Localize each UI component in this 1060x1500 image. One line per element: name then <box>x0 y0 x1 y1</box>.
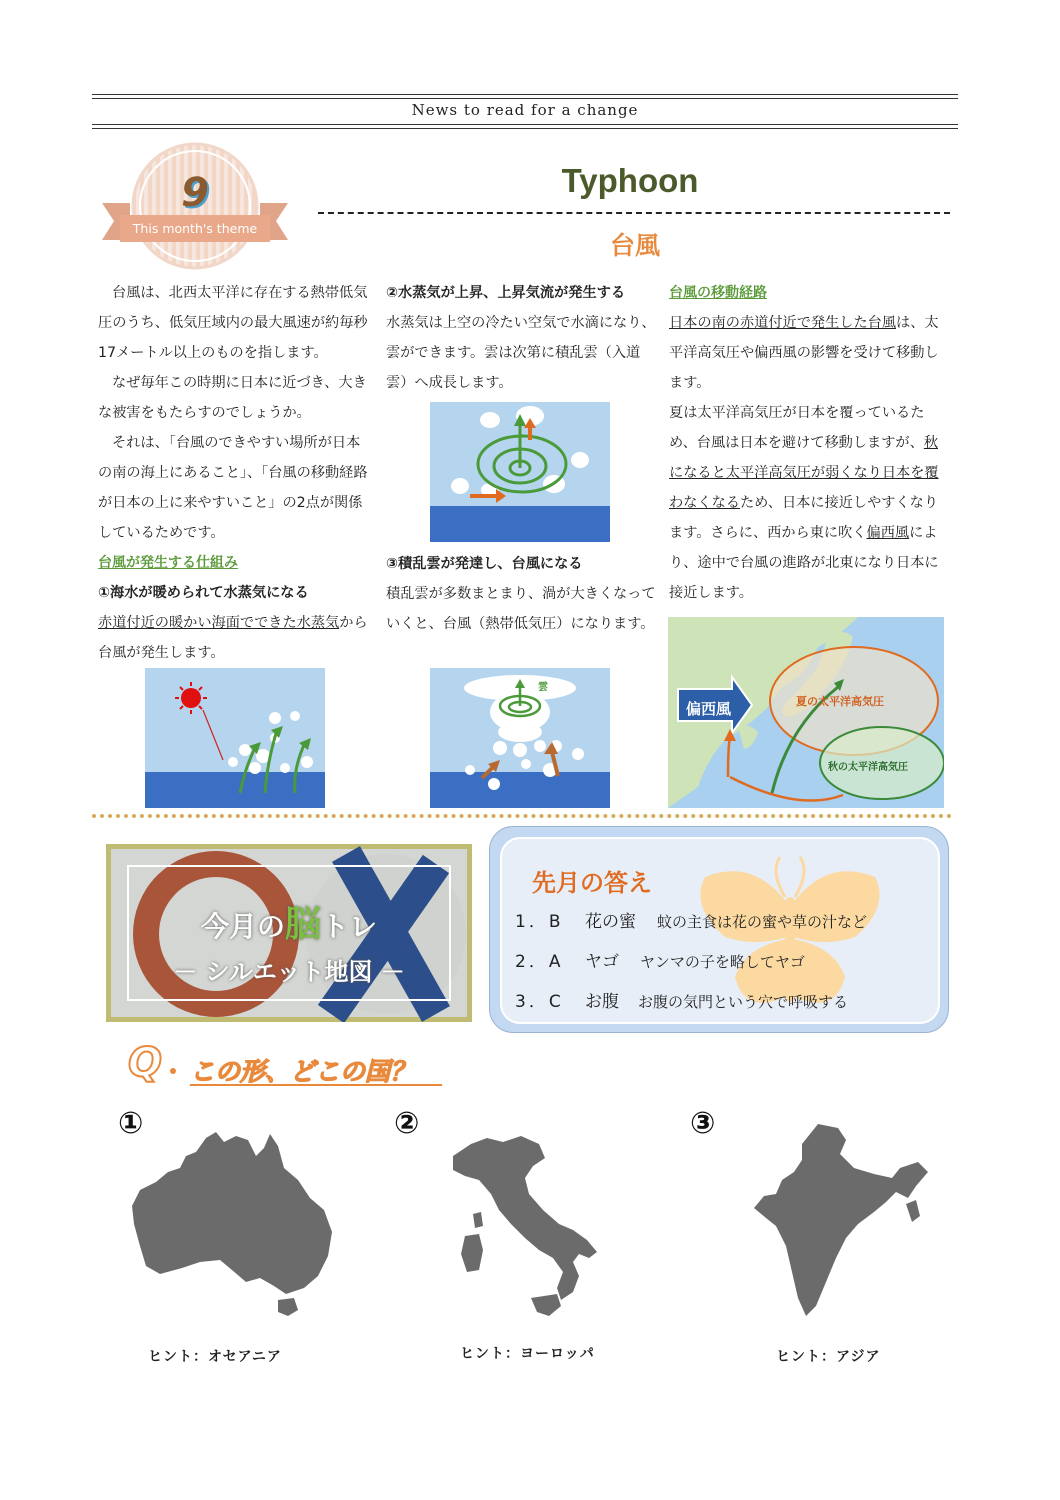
header-rule-top <box>92 94 958 95</box>
hint-2: ヒント：ヨーロッパ <box>460 1346 595 1362</box>
step3-heading: ③積乱雲が発達し、台風になる <box>386 556 583 572</box>
step2-heading: ②水蒸気が上昇、上昇気流が発生する <box>386 285 626 301</box>
step1-evaporation-image <box>145 668 325 808</box>
header-rule-top-2 <box>92 98 958 99</box>
answer-row-2: 2．A ヤゴ ヤンマの子を略してヤゴ <box>515 952 805 972</box>
brain-training-subtitle: － シルエット地図 － <box>173 958 405 986</box>
brain-training-title: 今月の脳トレ <box>200 904 378 945</box>
step3-cumulonimbus-image <box>430 668 610 808</box>
quiz-number-2: ② <box>394 1106 420 1141</box>
theme-number: 9 <box>181 170 209 216</box>
answer-row-3: 3．C お腹 お腹の気門という穴で呼吸する <box>515 992 849 1012</box>
theme-label: This month's theme <box>132 221 258 236</box>
quiz-q-dot <box>170 1068 176 1074</box>
step3-text: 積乱雲が多数まとまり、渦が大きくなっていくと、台風（熱帯低気圧）になります。 <box>386 586 656 632</box>
hint-3: ヒント：アジア <box>776 1349 881 1365</box>
article-column-2 <box>386 278 658 398</box>
quiz-question <box>128 1040 448 1090</box>
step2-text: 水蒸気は上空の冷たい空気で水滴になり、雲ができます。雲は次第に積乱雲（入道雲）へ成長します。 <box>386 315 656 391</box>
quiz-number-1: ① <box>118 1106 144 1141</box>
route-paragraph-1: 日本の南の赤道付近で発生した台風は、太平洋高気圧や偏西風の影響を受けて移動します。 <box>669 315 939 391</box>
silhouette-map-1 <box>128 1128 334 1318</box>
cloud-label: 雲 <box>538 682 548 693</box>
theme-badge <box>100 140 290 275</box>
route-paragraph-2: 夏は太平洋高気圧が日本を覆っているため、台風は日本を避けて移動しますが、秋になると太平洋高気圧が弱くなり日本を覆わなくなるため、日本に接近しやすくなります。さらに、西から東に吹く偏西風により、途中で台風の進路が北東になり日本に接近します。 <box>669 405 939 601</box>
intro-paragraph-3: それは、「台風のできやすい場所が日本の南の海上にあること」、「台風の移動経路が日本の上に来やすいこと」の2点が関係しているためです。 <box>98 435 368 541</box>
brain-training-banner <box>106 844 472 1022</box>
step1-text: 赤道付近の暖かい海面でできた水蒸気から台風が発生します。 <box>98 615 368 661</box>
summer-high-label: 夏の太平洋高気圧 <box>796 695 884 708</box>
answer-row-1: 1．B 花の蜜 蚊の主食は花の蜜や草の汁など <box>515 912 868 932</box>
last-answers-title: 先月の答え <box>532 869 652 897</box>
step2-updraft-image <box>430 402 610 542</box>
article-title-jp: 台風 <box>609 231 660 260</box>
mechanism-heading: 台風が発生する仕組み <box>98 555 238 571</box>
header-rule-bottom <box>92 124 958 125</box>
route-heading: 台風の移動経路 <box>669 285 767 301</box>
westerly-wind-label: 偏西風 <box>686 700 732 718</box>
silhouette-map-2 <box>445 1130 615 1330</box>
intro-paragraph-2: なぜ毎年この時期に日本に近づき、大きな被害をもたらすのでしょうか。 <box>98 375 367 421</box>
title-dash-divider <box>318 212 950 214</box>
intro-paragraph-1: 台風は、北西太平洋に存在する熱帯低気圧のうち、低気圧域内の最大風速が約毎秒17メートル以上のものを指します。 <box>98 285 368 361</box>
article-column-1 <box>98 278 374 668</box>
typhoon-route-map <box>668 617 944 808</box>
step1-heading: ①海水が暖められて水蒸気になる <box>98 585 309 601</box>
hint-1: ヒント：オセアニア <box>148 1349 282 1365</box>
article-column-2b <box>386 549 658 639</box>
newsletter-title: News to read for a change <box>411 101 639 119</box>
silhouette-map-3 <box>746 1120 936 1320</box>
quiz-number-3: ③ <box>690 1106 716 1141</box>
header-rule-bottom-2 <box>92 128 958 129</box>
autumn-high-label: 秋の太平洋高気圧 <box>828 762 908 773</box>
section-divider <box>92 814 952 818</box>
quiz-question-text: この形、どこの国？ <box>190 1057 416 1086</box>
article-title-en: Typhoon <box>561 162 699 199</box>
article-column-3 <box>669 278 949 608</box>
quiz-q-letter: Q <box>128 1040 163 1086</box>
